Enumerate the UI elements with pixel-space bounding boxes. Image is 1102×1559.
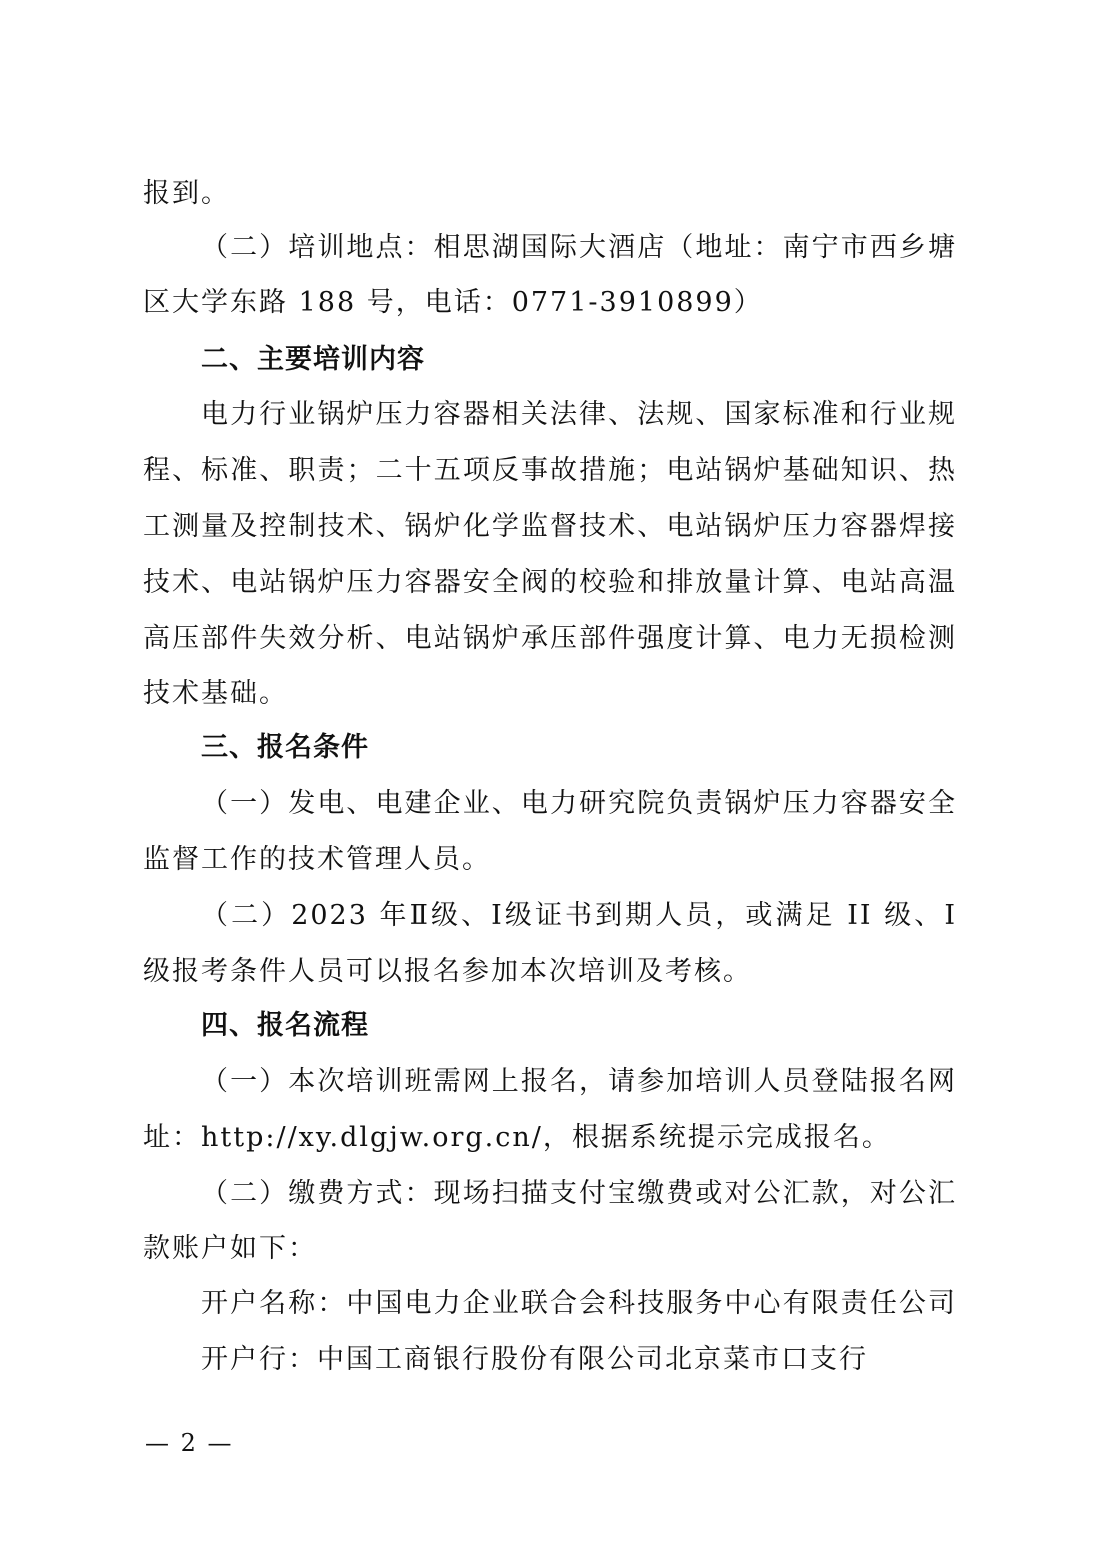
paragraph-line: 区大学东路 188 号，电话：0771-3910899）: [143, 287, 763, 318]
section-heading: 三、报名条件: [201, 732, 369, 763]
paragraph-line: （二）缴费方式：现场扫描支付宝缴费或对公汇款，对公汇: [201, 1178, 957, 1209]
paragraph-line: 监督工作的技术管理人员。: [143, 844, 491, 875]
paragraph-line: 高压部件失效分析、电站锅炉承压部件强度计算、电力无损检测: [143, 623, 957, 654]
paragraph-line: 电力行业锅炉压力容器相关法律、法规、国家标准和行业规: [201, 399, 957, 430]
paragraph-line: 开户行：中国工商银行股份有限公司北京菜市口支行: [201, 1344, 868, 1375]
paragraph-line: 级报考条件人员可以报名参加本次培训及考核。: [143, 956, 752, 987]
paragraph-line: （二）培训地点：相思湖国际大酒店（地址：南宁市西乡塘: [201, 232, 957, 263]
paragraph-line: 款账户如下：: [143, 1233, 317, 1264]
paragraph-line: （一）发电、电建企业、电力研究院负责锅炉压力容器安全: [201, 788, 957, 819]
page-number: — 2 —: [145, 1429, 234, 1457]
paragraph-line: （一）本次培训班需网上报名，请参加培训人员登陆报名网: [201, 1066, 957, 1097]
paragraph-line: 址：http://xy.dlgjw.org.cn/，根据系统提示完成报名。: [143, 1122, 891, 1153]
section-heading: 四、报名流程: [201, 1010, 369, 1041]
paragraph-line: （二）2023 年Ⅱ级、Ⅰ级证书到期人员，或满足 II 级、I: [201, 900, 957, 931]
paragraph-line: 开户名称：中国电力企业联合会科技服务中心有限责任公司: [201, 1288, 957, 1319]
paragraph-line: 技术基础。: [143, 678, 288, 709]
paragraph-line: 报到。: [143, 178, 230, 209]
paragraph-line: 技术、电站锅炉压力容器安全阀的校验和排放量计算、电站高温: [143, 567, 957, 598]
section-heading: 二、主要培训内容: [201, 344, 425, 375]
paragraph-line: 工测量及控制技术、锅炉化学监督技术、电站锅炉压力容器焊接: [143, 511, 957, 542]
paragraph-line: 程、标准、职责；二十五项反事故措施；电站锅炉基础知识、热: [143, 455, 957, 486]
